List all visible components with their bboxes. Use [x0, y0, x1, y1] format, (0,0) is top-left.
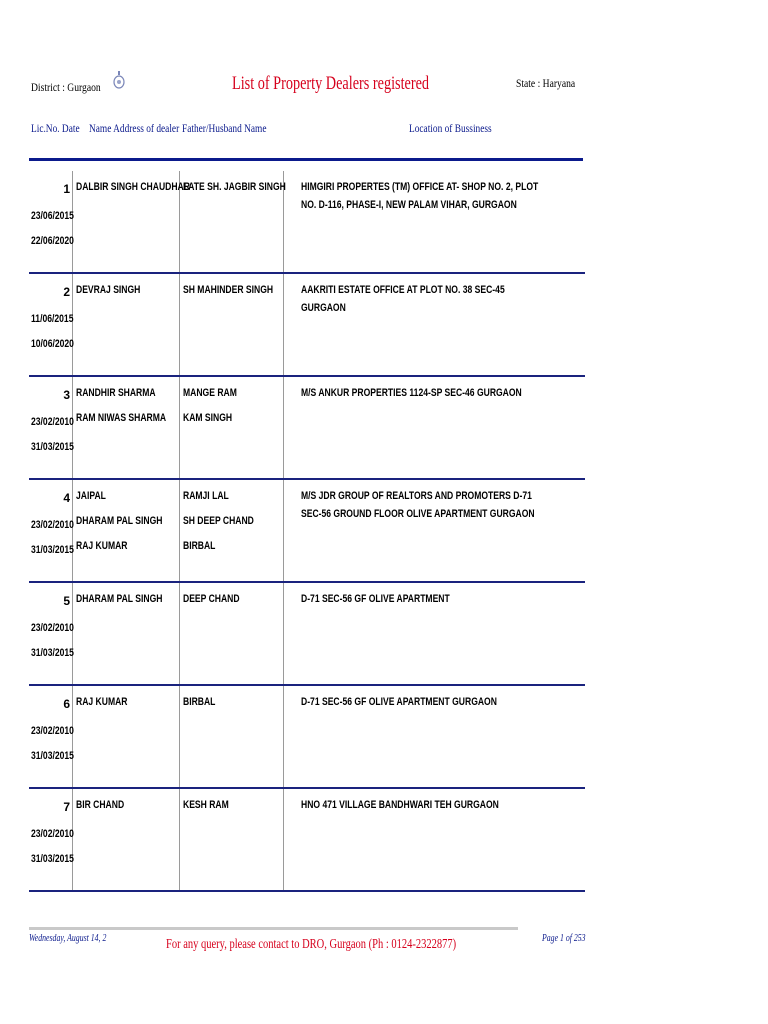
license-dates — [31, 307, 74, 357]
column-header-name: Name Address of dealer — [89, 121, 180, 135]
table-row — [29, 377, 585, 480]
column-header-father: Father/Husband Name — [182, 121, 267, 135]
serial-number: 1 — [63, 182, 70, 196]
column-divider — [283, 686, 284, 787]
business-location: M/S JDR GROUP OF REALTORS AND PROMOTERS D-71 SEC-56 GROUND FLOOR OLIVE APARTMENT GURGAON — [301, 490, 535, 520]
dealer-names — [76, 587, 162, 612]
license-dates — [31, 410, 74, 460]
column-header-lic-date: Lic.No. Date — [31, 121, 80, 135]
footer-divider — [29, 927, 518, 930]
dealer-names — [76, 278, 140, 303]
expiry-date: 31/03/2015 — [31, 853, 74, 865]
dealer-name: BIR CHAND — [76, 799, 125, 811]
father-name: MANGE RAM — [183, 387, 237, 399]
column-divider — [283, 274, 284, 375]
business-location: HIMGIRI PROPERTES (TM) OFFICE AT- SHOP NO. 2, PLOT NO. D-116, PHASE-I, NEW PALAM VIHAR, GURGAON — [301, 181, 539, 211]
issue-date: 23/02/2010 — [31, 416, 74, 428]
license-dates — [31, 616, 74, 666]
page-indicator: Page 1 of 253 — [542, 933, 586, 944]
column-header-location: Location of Bussiness — [409, 121, 492, 135]
column-divider — [179, 583, 180, 684]
column-divider — [283, 377, 284, 478]
father-name: LATE SH. JAGBIR SINGH — [183, 181, 286, 193]
business-location: HNO 471 VILLAGE BANDHWARI TEH GURGAON — [301, 799, 499, 811]
expiry-date: 31/03/2015 — [31, 647, 74, 659]
dealer-names — [76, 690, 127, 715]
footer-contact: For any query, please contact to DRO, Gurgaon (Ph : 0124-2322877) — [166, 937, 457, 952]
issue-date: 23/06/2015 — [31, 210, 74, 222]
column-divider — [179, 377, 180, 478]
header-divider — [29, 158, 583, 161]
page-title: List of Property Dealers registered — [232, 73, 430, 94]
license-dates — [31, 822, 74, 872]
state-label: State : Haryana — [516, 76, 576, 90]
business-location: D-71 SEC-56 GF OLIVE APARTMENT GURGAON — [301, 696, 497, 708]
serial-number: 3 — [63, 388, 70, 402]
table-row — [29, 583, 585, 686]
business-location: M/S ANKUR PROPERTIES 1124-SP SEC-46 GURGAON — [301, 387, 522, 399]
table-row — [29, 274, 585, 377]
dealer-name: RANDHIR SHARMA — [76, 387, 156, 399]
dealer-name: RAM NIWAS SHARMA — [76, 412, 167, 424]
expiry-date: 31/03/2015 — [31, 750, 74, 762]
dealer-names — [76, 175, 190, 200]
dealer-names — [76, 484, 162, 559]
column-divider — [283, 789, 284, 890]
father-name: SH DEEP CHAND — [183, 515, 254, 527]
table-row — [29, 686, 585, 789]
issue-date: 23/02/2010 — [31, 828, 74, 840]
expiry-date: 10/06/2020 — [31, 338, 74, 350]
father-names — [183, 587, 240, 612]
father-name: SH MAHINDER SINGH — [183, 284, 274, 296]
issue-date: 23/02/2010 — [31, 622, 74, 634]
serial-number: 4 — [63, 491, 70, 505]
table-row — [29, 480, 585, 583]
expiry-date: 31/03/2015 — [31, 441, 74, 453]
column-divider — [179, 480, 180, 581]
issue-date: 11/06/2015 — [31, 313, 74, 325]
district-label: District : Gurgaon — [31, 80, 101, 94]
dealer-names — [76, 793, 124, 818]
dealer-name: RAJ KUMAR — [76, 696, 128, 708]
serial-number: 6 — [63, 697, 70, 711]
serial-number: 2 — [63, 285, 70, 299]
serial-number: 7 — [63, 800, 70, 814]
father-name: DEEP CHAND — [183, 593, 240, 605]
license-dates — [31, 513, 74, 563]
column-divider — [179, 686, 180, 787]
serial-number: 5 — [63, 594, 70, 608]
father-names — [183, 175, 286, 200]
dealer-name: DALBIR SINGH CHAUDHAR — [76, 181, 190, 193]
father-names — [183, 793, 229, 818]
footer-date: Wednesday, August 14, 2 — [29, 933, 107, 944]
dealer-name: DHARAM PAL SINGH — [76, 515, 163, 527]
expiry-date: 31/03/2015 — [31, 544, 74, 556]
issue-date: 23/02/2010 — [31, 519, 74, 531]
father-name: BIRBAL — [183, 696, 216, 708]
expiry-date: 22/06/2020 — [31, 235, 74, 247]
business-location: D-71 SEC-56 GF OLIVE APARTMENT — [301, 593, 450, 605]
father-names — [183, 278, 273, 303]
column-divider — [283, 480, 284, 581]
license-dates — [31, 719, 74, 769]
dealer-name: JAIPAL — [76, 490, 106, 502]
father-name: BIRBAL — [183, 540, 216, 552]
father-names — [183, 690, 215, 715]
business-location: AAKRITI ESTATE OFFICE AT PLOT NO. 38 SEC-45 GURGAON — [301, 284, 505, 314]
father-names — [183, 381, 237, 431]
dealer-names — [76, 381, 166, 431]
father-name: RAMJI LAL — [183, 490, 229, 502]
column-divider — [179, 274, 180, 375]
column-divider — [179, 789, 180, 890]
license-dates — [31, 204, 74, 254]
issue-date: 23/02/2010 — [31, 725, 74, 737]
dealer-name: DEVRAJ SINGH — [76, 284, 141, 296]
dealer-name: RAJ KUMAR — [76, 540, 128, 552]
father-name: KAM SINGH — [183, 412, 233, 424]
table-row — [29, 171, 585, 274]
dealer-table — [29, 171, 585, 892]
father-name: KESH RAM — [183, 799, 229, 811]
column-divider — [283, 583, 284, 684]
dealer-name: DHARAM PAL SINGH — [76, 593, 163, 605]
state-emblem-icon — [113, 70, 125, 90]
father-names — [183, 484, 254, 559]
table-row — [29, 789, 585, 892]
